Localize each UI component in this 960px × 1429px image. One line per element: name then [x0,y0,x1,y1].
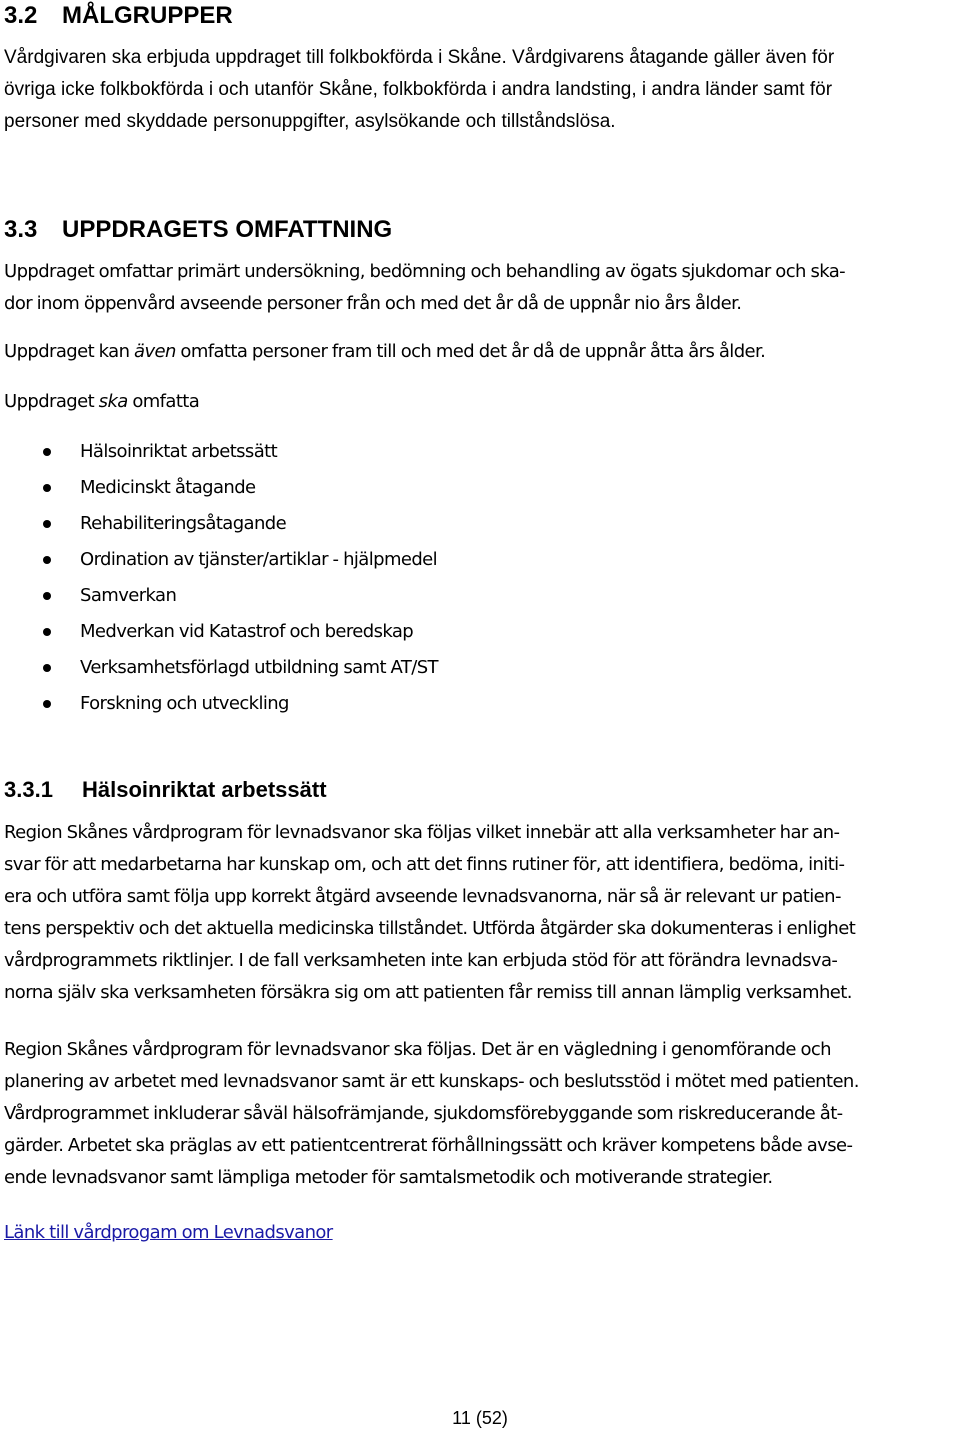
text-line: övriga icke folkbokförda i och utanför Skåne, folkbokförda i andra landsting, i andra länder samt för [4,79,833,100]
list-item: Forskning och utveckling [0,688,960,724]
text-line: planering av arbetet med levnadsvanor samt är ett kunskaps- och beslutsstöd i mötet med patienten. [4,1071,859,1092]
text-line: Region Skånes vårdprogram för levnadsvanor ska följas. Det är en vägledning i genomförande och [4,1039,831,1060]
text-line: Vårdgivaren ska erbjuda uppdraget till folkbokförda i Skåne. Vårdgivarens åtagande gäller även för [4,47,835,68]
bullet-icon [43,448,51,456]
paragraph-halsoinriktat-2 [4,1034,859,1194]
section-number: 3.3.1 [4,777,53,802]
section-title: Hälsoinriktat arbetssätt [82,777,327,802]
section-number: 3.3 [4,216,38,243]
text-line: Region Skånes vårdprogram för levnadsvanor ska följas vilket innebär att alla verksamheter har an- [4,822,840,843]
list-item: Ordination av tjänster/artiklar - hjälpmedel [0,544,960,580]
section-title: UPPDRAGETS OMFATTNING [62,216,393,243]
text-line: Uppdraget omfattar primärt undersökning, bedömning och behandling av ögats sjukdomar och ska- [4,261,846,282]
text-line: Vårdprogrammet inkluderar såväl hälsofrämjande, sjukdomsförebyggande som riskreducerande åt- [4,1103,843,1124]
list-item: Rehabiliteringsåtagande [0,508,960,544]
list-item: Medicinskt åtagande [0,472,960,508]
section-heading-3-3-1 [4,776,327,804]
bullet-list [0,436,960,724]
text-line: gärder. Arbetet ska präglas av ett patientcentrerat förhållningssätt och kräver kompetens både avse- [4,1135,853,1156]
text-line: personer med skyddade personuppgifter, asylsökande och tillståndslösa. [4,111,616,132]
text-line: tens perspektiv och det aktuella medicinska tillståndet. Utförda åtgärder ska dokumenteras i enlighet [4,918,856,939]
bullet-icon [43,520,51,528]
bullet-icon [43,700,51,708]
text-line: svar för att medarbetarna har kunskap om, och att det finns rutiner för, att identifiera, bedöma, initi- [4,854,845,875]
list-item: Hälsoinriktat arbetssätt [0,436,960,472]
bullet-icon [43,484,51,492]
section-heading-3-2 [4,2,233,30]
paragraph-omfattning-3 [4,386,199,418]
bullet-icon [43,664,51,672]
text-run: omfatta [127,391,200,412]
list-item: Verksamhetsförlagd utbildning samt AT/ST [0,652,960,688]
bullet-icon [43,556,51,564]
emphasis-text: ska [98,391,128,412]
section-title: MÅLGRUPPER [62,2,233,29]
paragraph-halsoinriktat-1 [4,817,855,1009]
text-line: norna själv ska verksamheten försäkra sig om att patienten får remiss till annan lämplig verksamhet. [4,982,852,1003]
emphasis-text: även [134,341,176,362]
bullet-icon [43,628,51,636]
section-heading-3-3 [4,216,392,244]
page-number: 11 (52) [452,1408,508,1428]
list-item: Samverkan [0,580,960,616]
text-line: era och utföra samt följa upp korrekt åtgärd avseende levnadsvanorna, när så är relevant ur patien- [4,886,841,907]
text-run: omfatta personer fram till och med det år då de uppnår åtta års ålder. [175,341,766,362]
list-item: Medverkan vid Katastrof och beredskap [0,616,960,652]
text-line: ende levnadsvanor samt lämpliga metoder för samtalsmetodik och motiverande strategier. [4,1167,773,1188]
bullet-icon [43,592,51,600]
paragraph-malgrupper [4,42,834,138]
text-line: vårdprogrammets riktlinjer. I de fall verksamheten inte kan erbjuda stöd för att förändra levnadsva- [4,950,838,971]
section-number: 3.2 [4,2,38,29]
paragraph-omfattning-2 [4,336,765,368]
text-run: Uppdraget [4,391,99,412]
text-line: dor inom öppenvård avseende personer från och med det år då de uppnår nio års ålder. [4,293,742,314]
text-run: Uppdraget kan [4,341,135,362]
paragraph-omfattning-1 [4,256,845,320]
levnadsvanor-link[interactable]: Länk till vårdprogam om Levnadsvanor [4,1222,333,1243]
